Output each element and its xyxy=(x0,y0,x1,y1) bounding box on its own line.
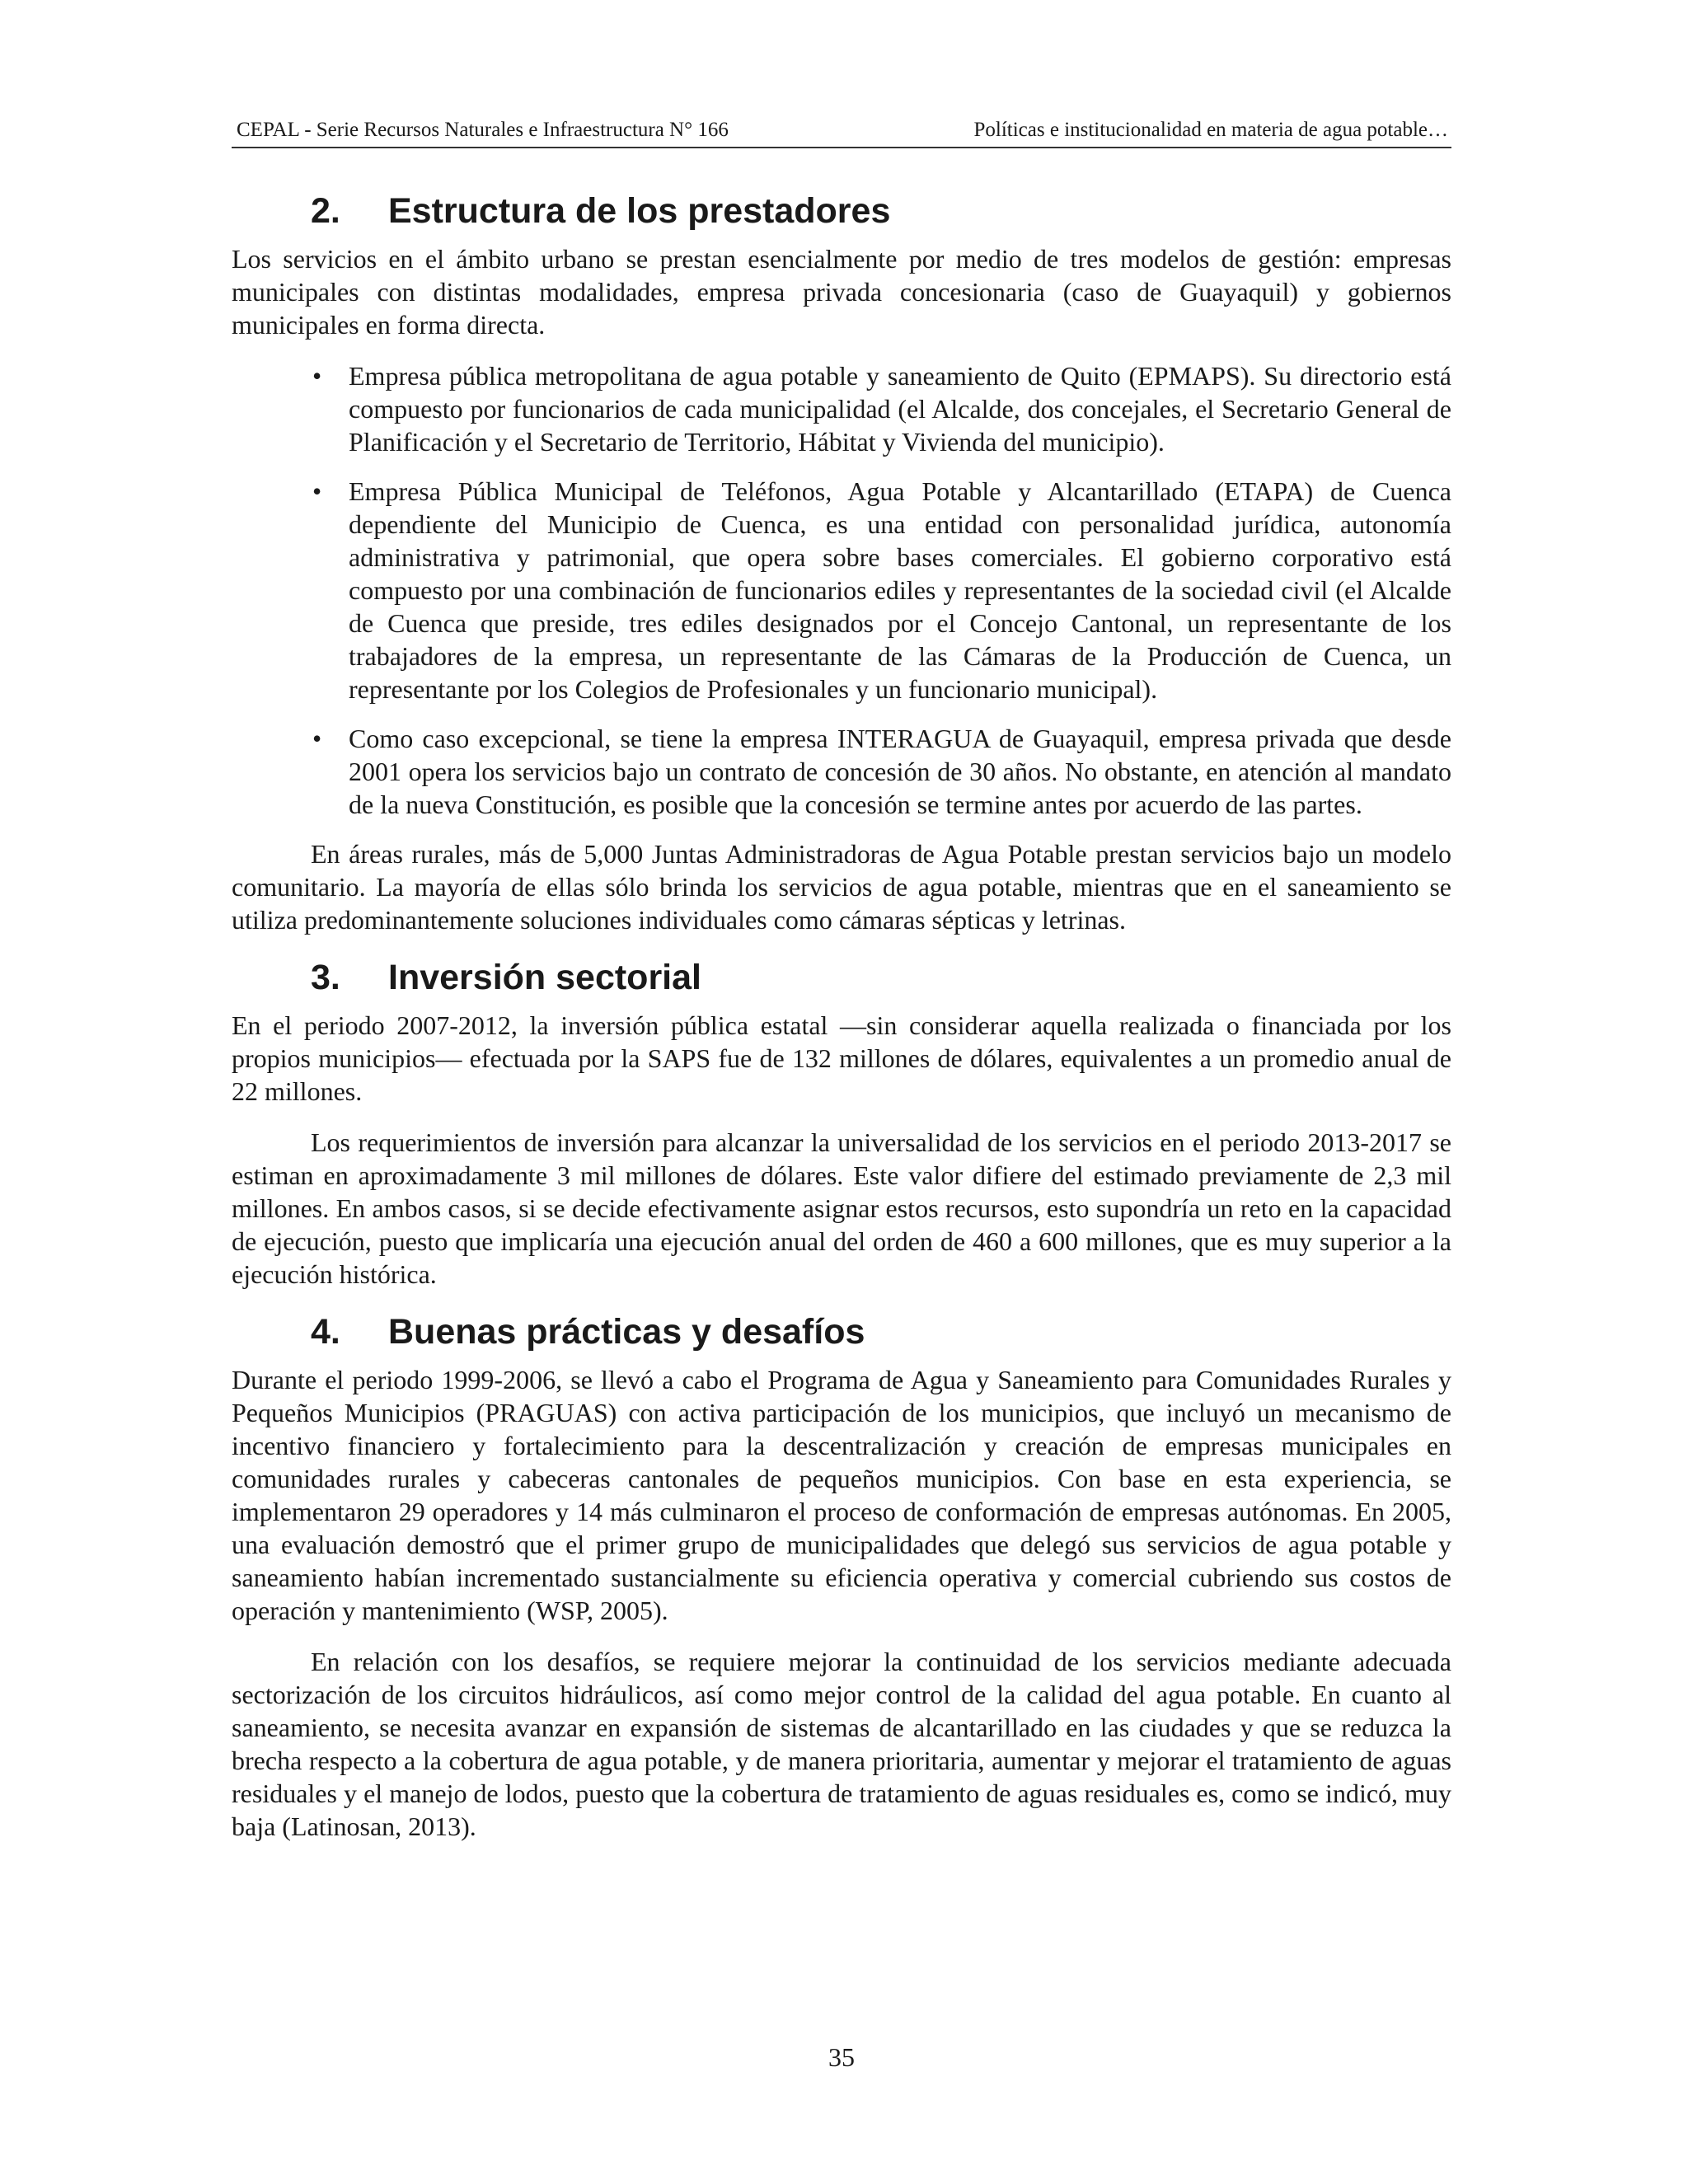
section-title: Inversión sectorial xyxy=(388,958,701,997)
paragraph: Durante el periodo 1999-2006, se llevó a cabo el Programa de Agua y Saneamiento para Comunidades Rurales y Pequeños Municipios (PRAGUAS) con activa participación de los municipios, que incluyó un mecanismo de incentivo financiero y fortalecimiento para la descentralización y creación de empresas municipales en comunidades rurales y cabeceras cantonales de pequeños municipios. Con base en esta experiencia, se implementaron 29 operadores y 14 más culminaron el proceso de conformación de empresas autónomas. En 2005, una evaluación demostró que el primer grupo de municipalidades que delegó sus servicios de agua potable y saneamiento habían incrementado sustancialmente su eficiencia operativa y comercial cubriendo sus costos de operación y mantenimiento (WSP, 2005). xyxy=(232,1365,1451,1625)
paragraph: En relación con los desafíos, se requiere mejorar la continuidad de los servicios mediante adecuada sectorización de los circuitos hidráulicos, así como mejor control de la calidad del agua potable. En cuanto al saneamiento, se necesita avanzar en expansión de sistemas de alcantarillado en las ciudades y que se reduzca la brecha respecto a la cobertura de agua potable, y de manera prioritaria, aumentar y mejorar el tratamiento de aguas residuales y el manejo de lodos, puesto que la cobertura de tratamiento de aguas residuales es, como se indicó, muy baja (Latinosan, 2013). xyxy=(232,1647,1451,1841)
bullet-icon: • xyxy=(312,724,322,753)
section-2-closing: En áreas rurales, más de 5,000 Juntas Administradoras de Agua Potable prestan servicios bajo un modelo comunitario. La mayoría de ellas sólo brinda los servicios de agua potable, mientras que en el saneamiento se utiliza predominantemente soluciones individuales como cámaras sépticas y letrinas. xyxy=(232,839,1451,935)
section-heading-3 xyxy=(232,954,1451,1001)
section-number: 2. xyxy=(311,191,340,231)
section-heading-2 xyxy=(232,188,1451,234)
bullet-list xyxy=(232,359,1451,821)
list-item xyxy=(312,475,1451,705)
section-number: 4. xyxy=(311,1312,340,1352)
bullet-icon: • xyxy=(312,361,322,391)
list-item-text: Empresa pública metropolitana de agua potable y saneamiento de Quito (EPMAPS). Su directorio está compuesto por funcionarios de cada municipalidad (el Alcalde, dos concejales, el Secretario General de Planificación y el Secretario de Territorio, Hábitat y Vivienda del municipio). xyxy=(349,361,1451,457)
list-item-text: Empresa Pública Municipal de Teléfonos, Agua Potable y Alcantarillado (ETAPA) de Cuenca dependiente del Municipio de Cuenca, es una entidad con personalidad jurídica, autonomía administrativa y patrimonial, que opera sobre bases comerciales. El gobierno corporativo está compuesto por una combinación de funcionarios ediles y representantes de la sociedad civil (el Alcalde de Cuenca que preside, tres ediles designados por el Concejo Cantonal, un representante de los trabajadores de la empresa, un representante de las Cámaras de la Producción de Cuenca, un representante por los Colegios de Profesionales y un funcionario municipal). xyxy=(349,476,1451,704)
section-heading-4 xyxy=(232,1309,1451,1355)
header-series-title: CEPAL - Serie Recursos Naturales e Infraestructura N° 166 xyxy=(237,119,729,141)
page-content xyxy=(232,188,1451,1861)
running-header xyxy=(232,114,1451,148)
paragraph: Los requerimientos de inversión para alcanzar la universalidad de los servicios en el periodo 2013-2017 se estiman en aproximadamente 3 mil millones de dólares. Este valor difiere del estimado previamente de 2,3 mil millones. En ambos casos, si se decide efectivamente asignar estos recursos, esto supondría un reto en la capacidad de ejecución, puesto que implicaría una ejecución anual del orden de 460 a 600 millones, que es muy superior a la ejecución histórica. xyxy=(232,1127,1451,1289)
paragraph: En el periodo 2007-2012, la inversión pública estatal —sin considerar aquella realizada o financiada por los propios municipios— efectuada por la SAPS fue de 132 millones de dólares, equivalentes a un promedio anual de 22 millones. xyxy=(232,1010,1451,1106)
page-number: 35 xyxy=(828,2042,855,2072)
section-title: Buenas prácticas y desafíos xyxy=(388,1312,865,1352)
section-number: 3. xyxy=(311,958,340,997)
bullet-icon: • xyxy=(312,476,322,506)
list-item xyxy=(312,359,1451,458)
header-document-title: Políticas e institucionalidad en materia de agua potable… xyxy=(973,119,1448,141)
list-item xyxy=(312,722,1451,821)
section-2-intro: Los servicios en el ámbito urbano se prestan esencialmente por medio de tres modelos de gestión: empresas municipales con distintas modalidades, empresa privada concesionaria (caso de Guayaquil) y gobiernos municipales en forma directa. xyxy=(232,244,1451,340)
list-item-text: Como caso excepcional, se tiene la empresa INTERAGUA de Guayaquil, empresa privada que desde 2001 opera los servicios bajo un contrato de concesión de 30 años. No obstante, en atención al mandato de la nueva Constitución, es posible que la concesión se termine antes por acuerdo de las partes. xyxy=(349,724,1451,819)
section-title: Estructura de los prestadores xyxy=(388,191,891,231)
